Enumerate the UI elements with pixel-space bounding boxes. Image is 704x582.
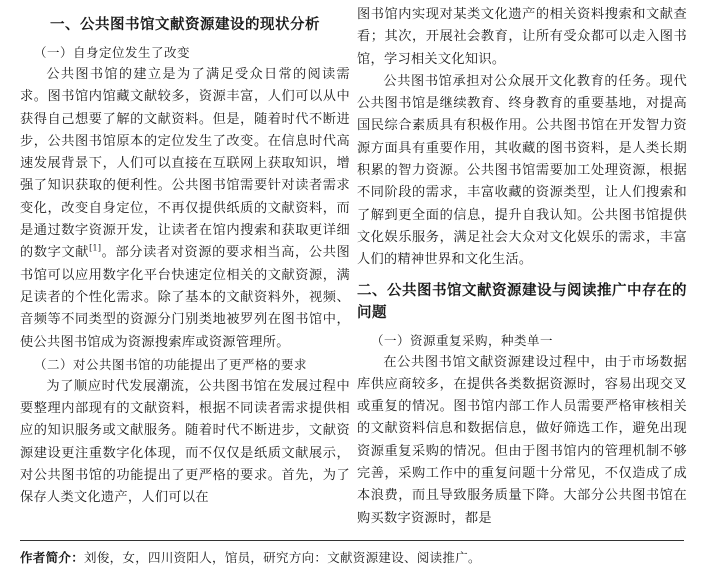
paragraph-1-3: 公共图书馆承担对公众展开文化教育的任务。现代公共图书馆是继续教育、终身教育的重要基地，对提高国民综合素质具有积极作用。公共图书馆在开发智力资源方面具有重要作用，其收藏的图书资料，是人类长期积累的智力资源。公共图书馆需要加工处理资源，根据不同阶段的需求，丰富收藏的资源类型，让人们搜索和了解到更全面的信息，提升自我认知。公共图书馆提供文化娱乐服务，满足社会大众对文化娱乐的需求，丰富人们的精神世界和文化生活。	[357, 73, 687, 268]
footnote-divider	[20, 540, 684, 541]
footnote-label: 作者简介：	[20, 550, 85, 565]
section-heading-2: 二、公共图书馆文献资源建设与阅读推广中存在的问题	[357, 282, 687, 321]
subheading-1-2: （二）对公共图书馆的功能提出了更严格的要求	[34, 356, 308, 372]
paragraph-2-1: 在公共图书馆文献资源建设过程中，由于市场数据库供应商较多，在提供各类数据资源时，容易出现交叉或重复的情况。图书馆内部工作人员需要严格审核相关的文献资料信息和数据信息，做好筛选工作，避免出现资源重复采购的情况。但由于图书馆内的管理机制不够完善，采购工作中的重复问题十分常见，不仅造成了成本浪费，而且导致服务质量下降。大部分公共图书馆在购买数字资源时，都是	[357, 354, 687, 526]
left-column	[20, 8, 350, 510]
right-column	[357, 4, 687, 530]
paragraph-1-1	[20, 64, 350, 354]
subheading-2-1: （一）资源重复采购，种类单一	[371, 332, 554, 348]
section-heading-1: 一、公共图书馆文献资源建设的现状分析	[50, 17, 320, 33]
reference-marker: [1]	[89, 243, 102, 253]
subheading-1-1: （一）自身定位发生了改变	[34, 45, 191, 60]
paragraph-text: 公共图书馆的建立是为了满足受众日常的阅读需求。图书馆内馆藏文献较多，资源丰富，人们可以从中获得自己想要了解的文献资料。但是，随着时代不断进步，公共图书馆原本的定位发生了改变。在信息时代高速发展背景下，人们可以直接在互联网上获取知识，增强了知识获取的便利性。公共图书馆需要针对读者需求变化，改变自身定位，不再仅提供纸质的文献资料，而是通过数字资源开发，让读者在馆内搜索和获取更详细的数字文献	[20, 67, 350, 261]
footnote-text: 刘俊，女，四川资阳人，馆员，研究方向：文献资源建设、阅读推广。	[84, 550, 481, 565]
paragraph-continued: 图书馆内实现对某类文化遗产的相关资料搜索和文献查看；其次，开展社会教育，让所有受众都可以走入图书馆，学习相关文化知识。	[357, 7, 687, 67]
paragraph-1-2: 为了顺应时代发展潮流，公共图书馆在发展过程中要整理内部现有的文献资料，根据不同读者需求提供相应的知识服务或文献服务。随着时代不断进步，文献资源建设更注重数字化体现，而不仅仅是纸质文献展示，对公共图书馆的功能提出了更严格的要求。首先，为了保存人类文化遗产，人们可以在	[20, 378, 350, 506]
author-footnote	[20, 548, 481, 568]
paragraph-text-tail: 。部分读者对资源的要求相当高，公共图书馆可以应用数字化平台快速定位相关的文献资源，满足读者的个性化需求。除了基本的文献资料外，视频、音频等不同类型的资源分门别类地被罗列在图书馆中，使公共图书馆成为资源搜索库或资源管理所。	[20, 245, 350, 350]
